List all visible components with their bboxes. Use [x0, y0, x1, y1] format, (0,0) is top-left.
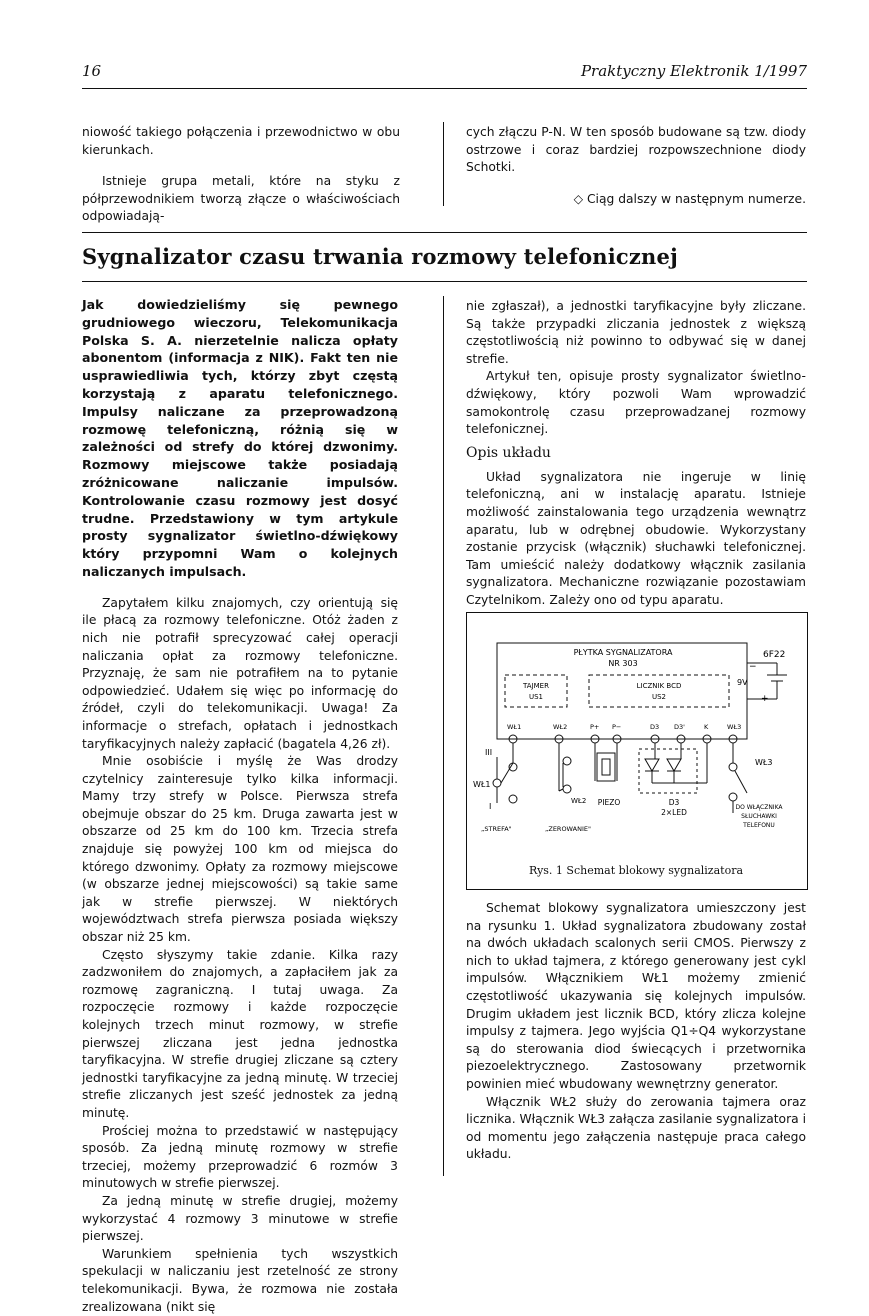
title-rule [82, 281, 807, 282]
body-paragraph: Warunkiem spełnienia tych wszystkich spekulacji w naliczaniu jest rzetelność ze strony telekomunikacji. Bywa, że rozmowa nie została zrealizowana (nikt się [82, 1246, 398, 1314]
lead-paragraph: Jak dowiedzieliśmy się pewnego grudniowego wieczoru, Telekomunikacja Polska S. A. nierzetelnie nalicza opłaty abonentom (informacja z NIK). Fakt ten nie usprawiedliwia tych, którzy zbyt częstą korzystają z aparatu telefonicznego. Impulsy naliczane za przeprowadzoną rozmowę telefoniczną, różnią się w zależności od strefy do której dzwonimy. Rozmowy miejscowe także posiadają zróżnicowane naliczanie impulsów. Kontrolowanie czasu rozmowy jest dosyć trudne. Przedstawiony w tym artykule prosty sygnalizator świetlno-dźwiękowy który przypomni Wam o kolejnych naliczanych impulsach. [82, 297, 398, 579]
article-right-column-bottom [466, 900, 806, 1164]
led-d3-label: D3 [668, 798, 680, 807]
counter-label-2: US2 [651, 693, 667, 701]
hook-switch-caption-2: SŁUCHAWKI [741, 813, 777, 820]
piezo-label: PIEZO [597, 798, 621, 807]
body-paragraph: Schemat blokowy sygnalizatora umieszczony jest na rysunku 1. Układ sygnalizatora zbudowany został na dwóch układach scalonych serii CMOS. Pierwszy z nich to układ tajmera, z którego generowany jest cykl impulsów. Włącznikiem WŁ1 możemy zmienić częstotliwość ukazywania się kolejnych impulsów. Drugim układem jest licznik BCD, który zlicza kolejne impulsy z tajmera. Jego wyjścia Q1÷Q4 wykorzystane są do sterowania diod świecących i przetwornika piezoelektrycznego. Zastosowany przetwornik powinien mieć wbudowany wewnętrzny generator. [466, 901, 806, 1091]
pin-label: D3 [650, 723, 660, 731]
continued-note: ◇ Ciąg dalszy w następnym numerze. [573, 191, 806, 206]
zone-switch-caption: „STREFA" [481, 825, 512, 833]
body-paragraph: Układ sygnalizatora nie ingeruje w linię telefoniczną, ani w instalację aparatu. Istnieje możliwość zainstalowania tego urządzenia wewnątrz aparatu, lub w odrębnej obudowie. Wykorzystany zostanie przycisk (włącznik) słuchawki telefonicznej. Tam umieścić należy dodatkowy włącznik zasilania sygnalizatora. Mechaniczne rozwiązanie pozostawiam Czytelnikom. Zależy ono od typu aparatu. [466, 469, 806, 607]
prev-right-paragraph: cych złączu P-N. W ten sposób budowane są tzw. diody ostrzowe i coraz bardziej rozpowszechnione diody Schotki. [466, 125, 806, 175]
section-heading: Opis układu [466, 444, 551, 461]
body-paragraph: nie zgłaszał), a jednostki taryfikacyjne były zliczane. Są także przypadki zliczania jednostek z większą częstotliwością niż powinno to odbywać się w danej strefie. [466, 299, 806, 366]
article-rule [82, 232, 807, 233]
body-paragraph: Często słyszymy takie zdanie. Kilka razy zadzwoniłem do znajomych, a zapłaciłem jak za rozmowę zagraniczną. I tutaj uwaga. Za rozpoczęcie rozmowy i każde rozpoczęcie kolejnych trzech minut rozmowy, w strefie pierwszej zliczana jest jedna jednostka taryfikacyjna. W strefie drugiej zliczane są cztery jednostki taryfikacyjne za jedną minutę. W trzeciej strefie zliczanych jest sześć jednostek za jedną minutę. [82, 947, 398, 1120]
article-title: Sygnalizator czasu trwania rozmowy telefonicznej [82, 244, 678, 269]
switch3-label: WŁ3 [755, 758, 773, 767]
pin-label: WŁ2 [553, 723, 568, 731]
led-count-label: 2×LED [661, 808, 687, 817]
figure-box [466, 612, 808, 890]
column-divider [443, 122, 444, 206]
pin-label: K [704, 723, 709, 731]
prev-article-left [82, 124, 400, 226]
header-rule [82, 88, 807, 89]
body-paragraph: Mnie osobiście i myślę że Was drodzy czytelnicy zainteresuje tylko kilka informacji. Mamy trzy strefy w Polsce. Pierwsza strefa obejmuje obszar do 25 km. Druga zawarta jest w obszarze od 25 km do 100 km. Trzecia strefa znajduje się powyżej 100 km od miejsca do którego dzwonimy. Opłaty za rozmowy miejscowe (w obszarze jednej miejscowości) są takie same jak w strefie pierwszej. W niektórych województwach strefa pierwsza posiada większy obszar niż 25 km. [82, 754, 398, 945]
figure-caption: Rys. 1 Schemat blokowy sygnalizatora [528, 864, 744, 877]
board-label-2: NR 303 [608, 659, 638, 668]
pin-label: WŁ3 [727, 723, 742, 731]
hook-switch-caption-3: TELEFONU [743, 822, 775, 829]
pin-label: D3' [674, 723, 685, 731]
reset-switch-caption: „ZEROWANIE" [545, 825, 591, 833]
article-right-column-top [466, 298, 806, 610]
voltage-label: 9V [737, 678, 748, 687]
timer-label-1: TAJMER [523, 682, 549, 690]
board-label-1: PŁYTKA SYGNALIZATORA [573, 648, 673, 657]
body-paragraph: Włącznik WŁ2 służy do zerowania tajmera oraz licznika. Włącznik WŁ3 załącza zasilanie sygnalizatora i od momentu jego załączenia następuje praca całego układu. [466, 1094, 806, 1162]
pin-label: P+ [590, 723, 600, 731]
body-paragraph: Artykuł ten, opisuje prosty sygnalizator świetlno-dźwiękowy, który pozwoli Wam wprowadzić samokontrolę czasu przeprowadzanej rozmowy telefonicznej. [466, 369, 806, 437]
page-number: 16 [82, 62, 102, 80]
article-left-column [82, 296, 398, 1316]
switch2-label: WŁ2 [571, 797, 587, 805]
prev-left-paragraph: Istnieje grupa metali, które na styku z półprzewodnikiem tworzą złącze o właściwościach odpowiadają- [82, 174, 400, 224]
hook-switch-caption-1: DO WŁĄCZNIKA [735, 804, 783, 811]
diagram-labels [467, 613, 807, 858]
counter-label-1: LICZNIK BCD [636, 682, 682, 690]
plus-sign: + [761, 694, 769, 704]
battery-label: 6F22 [763, 650, 786, 660]
timer-label-2: US1 [528, 693, 544, 701]
zone-three-label: III [485, 748, 493, 757]
journal-title: Praktyczny Elektronik 1/1997 [580, 62, 807, 80]
column-divider [443, 296, 444, 1176]
switch1-label: WŁ1 [473, 780, 491, 789]
pin-label: P− [612, 723, 622, 731]
body-paragraph: Prościej można to przedstawić w następujący sposób. Za jedną minutę rozmowy w strefie trzeciej, możemy przeprowadzić 6 rozmów 3 minutowych w strefie pierwszej. [82, 1123, 398, 1191]
pin-label: WŁ1 [507, 723, 522, 731]
minus-sign: − [749, 662, 757, 672]
body-paragraph: Za jedną minutę w strefie drugiej, możemy wykorzystać 4 rozmowy 3 minutowe w strefie pierwszej. [82, 1193, 398, 1244]
body-paragraph: Zapytałem kilku znajomych, czy orientują się ile płacą za rozmowy telefoniczne. Otóż żaden z nich nie potrafił sprecyzować całej operacji naliczania opłat za rozmowy telefoniczne. Przyznaję, że sam nie potrafiłem na to pytanie odpowiedzieć. Udałem się więc po informację do źródeł, czyli do telekomunikacji. Uwaga! Za informacje o strefach, opłatach i jednostkach taryfikacyjnych należy zapłacić (bagatela 4,26 zł). [82, 595, 398, 751]
prev-left-paragraph: niowość takiego połączenia i przewodnictwo w obu kierunkach. [82, 125, 400, 157]
zone-one-label: I [489, 802, 492, 811]
prev-article-right [466, 124, 806, 208]
